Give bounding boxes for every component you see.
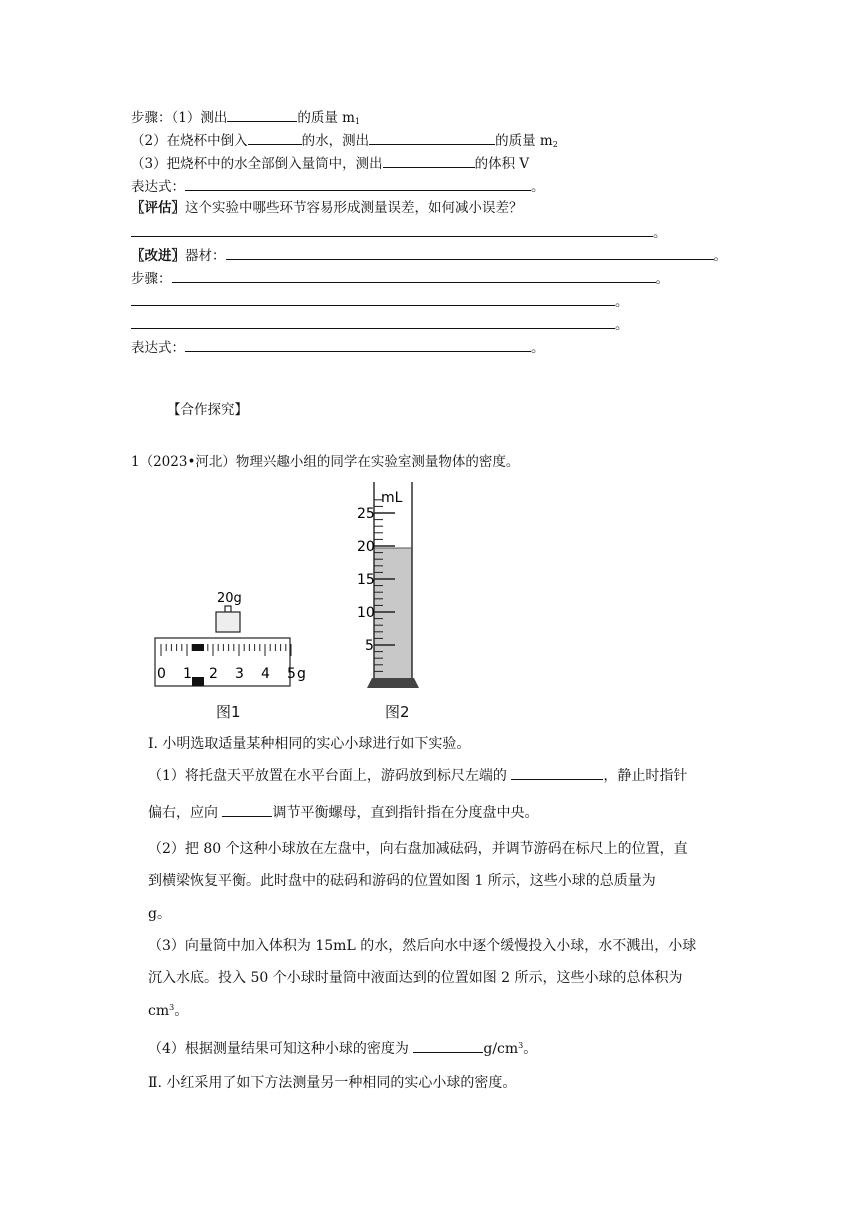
evaluate-label: 〖评估〗 — [131, 200, 185, 216]
expression-label: 表达式： — [131, 179, 185, 195]
step3-line — [131, 153, 529, 173]
step2-mass-text: 的质量 m — [495, 133, 553, 149]
scale-label: 1 — [183, 666, 192, 682]
p4-line — [148, 1038, 537, 1058]
equipment-blank[interactable] — [226, 245, 714, 260]
period: 。 — [655, 271, 669, 287]
step2-blank-mass[interactable] — [369, 130, 495, 145]
p4-blank-density[interactable] — [413, 1038, 483, 1053]
section-title: 【合作探究】 — [167, 402, 248, 418]
figure-2-cylinder — [355, 478, 430, 690]
p2-line-2: 到横梁恢复平衡。此时盘中的砝码和游码的位置如图 1 所示，这些小球的总质量为 — [148, 873, 656, 889]
scale-labels — [157, 666, 306, 682]
cylinder-label: 5 — [365, 638, 374, 654]
step1-blank[interactable] — [227, 107, 297, 122]
weight-label: 20g — [217, 591, 242, 606]
period: 。 — [615, 294, 629, 310]
p4-unit: g/cm — [483, 1041, 519, 1057]
p1-blank-direction[interactable] — [222, 802, 272, 817]
part1-title: Ⅰ. 小明选取适量某种相同的实心小球进行如下实验。 — [148, 736, 471, 752]
improve-expression-label: 表达式： — [131, 340, 185, 356]
cylinder-labels — [357, 506, 375, 654]
period: 。 — [174, 1003, 189, 1019]
question-intro: 1（2023•河北）物理兴趣小组的同学在实验室测量物体的密度。 — [131, 454, 520, 470]
step1-line — [131, 107, 360, 131]
p3-line-1: （3）向量筒中加入体积为 15mL 的水，然后向水中逐个缓慢投入小球，水不溅出，小球 — [148, 938, 697, 954]
figure-2-caption: 图2 — [385, 703, 410, 721]
step1-mass-text: 的质量 m — [297, 110, 355, 126]
improve-equipment-line — [131, 245, 727, 265]
scale-label: 5 — [287, 666, 296, 682]
step2-blank-water[interactable] — [248, 130, 302, 145]
step2-subscript: 2 — [552, 140, 558, 149]
period: 。 — [531, 179, 545, 195]
p2-line-3: g。 — [148, 906, 171, 922]
evaluate-question: 这个实验中哪些环节容易形成测量误差，如何减小误差？ — [185, 200, 523, 216]
expression-blank[interactable] — [185, 176, 531, 191]
step3-blank[interactable] — [383, 153, 475, 168]
evaluate-line — [131, 199, 523, 217]
scale-ticks — [161, 644, 291, 656]
p1-text-d: 调节平衡螺母，直到指针指在分度盘中央。 — [272, 805, 539, 821]
p1-blank-position[interactable] — [511, 765, 603, 780]
p1-text-a: （1）将托盘天平放置在水平台面上，游码放到标尺左端的 — [148, 768, 507, 784]
period: 。 — [615, 317, 629, 333]
scale-label: g — [297, 666, 306, 682]
step2-line — [131, 130, 558, 154]
improve-steps-blank-3[interactable] — [131, 314, 615, 329]
p3-line-3 — [148, 1000, 188, 1020]
improve-label: 〖改进〗 — [131, 248, 185, 264]
cylinder-label: 10 — [357, 605, 375, 621]
figure-1-caption: 图1 — [216, 703, 241, 721]
p3-superscript: 3 — [169, 1003, 175, 1012]
p4-text: （4）根据测量结果可知这种小球的密度为 — [148, 1041, 409, 1057]
rider-top — [192, 644, 204, 651]
scale-label: 0 — [157, 666, 166, 682]
cylinder-label: 25 — [357, 506, 375, 522]
improve-steps-label: 步骤： — [131, 271, 172, 287]
p4-superscript: 3 — [518, 1041, 524, 1050]
steps-label: 步骤： — [131, 110, 172, 126]
unit-label: mL — [381, 490, 403, 506]
step2-text: （2）在烧杯中倒入 — [131, 133, 248, 149]
p2-line-1: （2）把 80 个这种小球放在左盘中，向右盘加减砝码，并调节游码在标尺上的位置，直 — [148, 841, 688, 857]
p1-line-1 — [148, 765, 687, 785]
cylinder-label: 20 — [357, 539, 375, 555]
cylinder-base — [367, 678, 419, 688]
weight-hook — [225, 606, 231, 612]
p3-line-2: 沉入水底。投入 50 个小球时量筒中液面达到的位置如图 2 所示，这些小球的总体积为 — [148, 970, 683, 986]
period: 。 — [531, 340, 545, 356]
step1-subscript: 1 — [354, 117, 361, 126]
expression-line — [131, 176, 545, 196]
evaluate-answer-line — [131, 222, 667, 242]
step3-volume-text: 的体积 V — [474, 156, 530, 172]
rider-bottom — [192, 677, 204, 686]
improve-steps-blank-1[interactable] — [172, 268, 656, 283]
scale-label: 2 — [209, 666, 218, 682]
scale-label: 4 — [261, 666, 270, 682]
step1-text: （1）测出 — [171, 110, 228, 126]
step2-water-text: 的水，测出 — [301, 133, 370, 149]
improve-steps-line-2 — [131, 291, 629, 311]
improve-steps-line-3 — [131, 314, 629, 334]
figure-1-balance — [145, 580, 306, 690]
step3-text: （3）把烧杯中的水全部倒入量筒中，测出 — [131, 156, 383, 172]
scale-label: 3 — [235, 666, 244, 682]
p1-text-b: ，静止时指针 — [603, 768, 688, 784]
cylinder-label: 15 — [357, 572, 375, 588]
period: 。 — [523, 1041, 538, 1057]
p3-unit: cm — [148, 1003, 170, 1019]
improve-steps-line — [131, 268, 669, 288]
improve-expression-blank[interactable] — [185, 337, 531, 352]
part2-title: Ⅱ. 小红采用了如下方法测量另一种相同的实心小球的密度。 — [148, 1075, 517, 1091]
weight-block — [216, 612, 240, 632]
equipment-label: 器材： — [185, 248, 226, 264]
period: 。 — [713, 248, 727, 264]
period: 。 — [653, 225, 667, 241]
improve-steps-blank-2[interactable] — [131, 291, 615, 306]
evaluate-blank[interactable] — [131, 222, 653, 237]
improve-expression-line — [131, 337, 545, 357]
p1-line-2 — [148, 802, 538, 822]
p1-text-c: 偏右，应向 — [148, 805, 218, 821]
